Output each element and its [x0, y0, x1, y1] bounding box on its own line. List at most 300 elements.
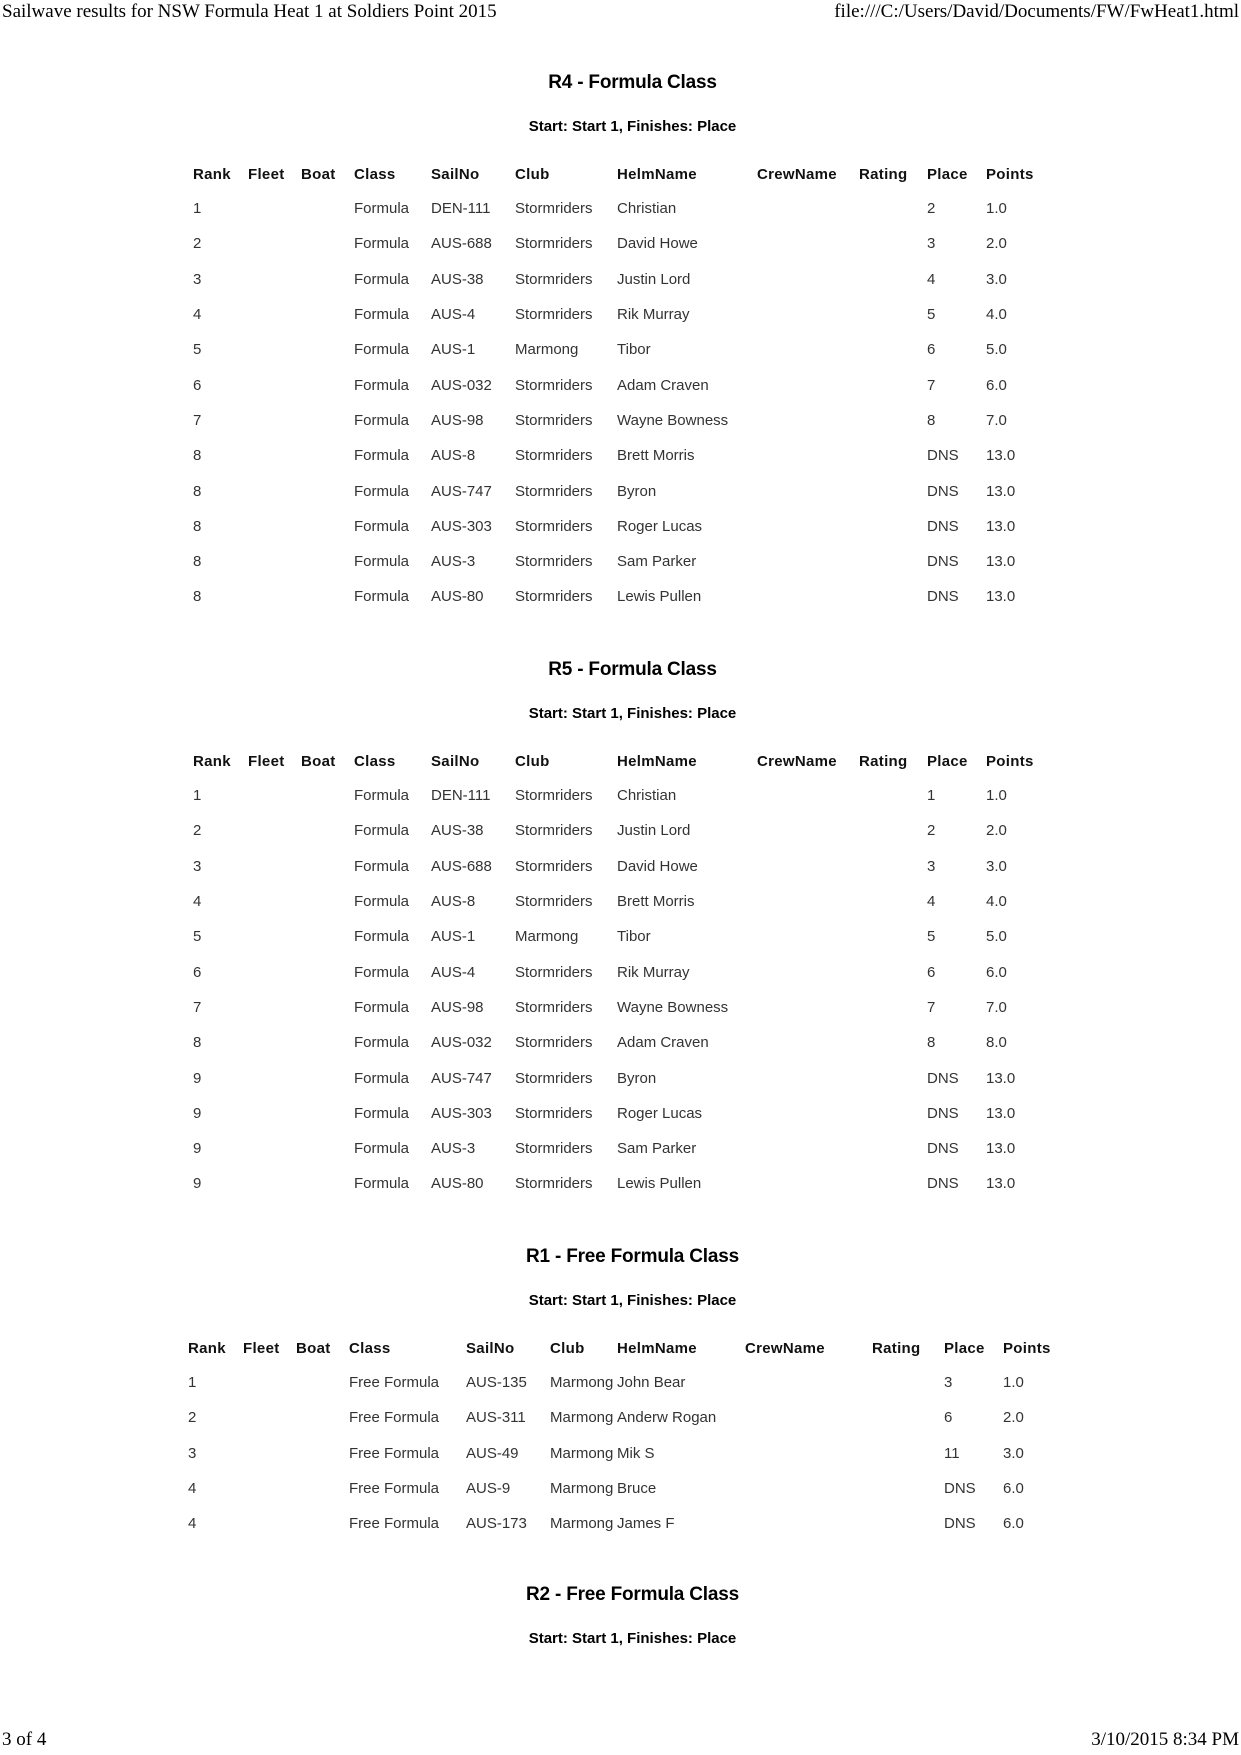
cell-sail-no: AUS-1: [431, 928, 476, 946]
cell-rating: [859, 226, 927, 261]
cell-boat: [301, 579, 354, 614]
table-row: [193, 1060, 1046, 1095]
cell-sail-no: AUS-173: [466, 1515, 527, 1533]
cell-helm-name: Byron: [617, 1069, 657, 1087]
cell-fleet: [243, 1400, 296, 1435]
cell-fleet: [248, 1166, 301, 1201]
cell-rank: 9: [193, 1140, 202, 1158]
cell-place: 4: [927, 893, 936, 911]
cell-crew-name: [757, 954, 859, 989]
cell-boat: [301, 990, 354, 1025]
cell-class: Formula: [354, 928, 410, 946]
cell-club: Stormriders: [515, 270, 593, 288]
cell-rating: [859, 473, 927, 508]
cell-rank: 6: [193, 963, 202, 981]
cell-place: DNS: [927, 482, 959, 500]
cell-class: Free Formula: [349, 1374, 440, 1392]
cell-rank: 2: [193, 822, 202, 840]
section-title: R4 - Formula Class: [548, 72, 717, 93]
cell-boat: [301, 544, 354, 579]
cell-helm-name: Byron: [617, 482, 657, 500]
cell-points: 13.0: [986, 1104, 1016, 1122]
cell-class: Formula: [354, 787, 410, 805]
cell-sail-no: AUS-032: [431, 376, 492, 394]
cell-points: 1.0: [986, 787, 1007, 805]
column-header-rating: Rating: [859, 166, 908, 183]
cell-rank: 9: [193, 1104, 202, 1122]
column-header-rating: Rating: [872, 1340, 921, 1357]
cell-class: Formula: [354, 341, 410, 359]
cell-crew-name: [757, 262, 859, 297]
cell-place: 8: [927, 411, 936, 429]
cell-fleet: [248, 509, 301, 544]
cell-club: Stormriders: [515, 447, 593, 465]
column-header-helm-name: HelmName: [617, 1340, 697, 1357]
cell-fleet: [243, 1471, 296, 1506]
cell-rating: [859, 990, 927, 1025]
cell-boat: [301, 226, 354, 261]
cell-helm-name: David Howe: [617, 235, 698, 253]
column-header-club: Club: [515, 753, 550, 770]
table-row: [193, 884, 1046, 919]
cell-club: Stormriders: [515, 306, 593, 324]
cell-helm-name: Adam Craven: [617, 1034, 709, 1052]
cell-rank: 6: [193, 376, 202, 394]
cell-class: Formula: [354, 1034, 410, 1052]
cell-class: Formula: [354, 1069, 410, 1087]
cell-helm-name: Roger Lucas: [617, 517, 703, 535]
section-subtitle: Start: Start 1, Finishes: Place: [528, 1630, 737, 1647]
cell-points: 5.0: [986, 928, 1007, 946]
cell-fleet: [248, 1131, 301, 1166]
cell-fleet: [248, 544, 301, 579]
cell-helm-name: Christian: [617, 787, 677, 805]
cell-club: Marmong: [550, 1409, 614, 1427]
cell-points: 8.0: [986, 1034, 1007, 1052]
cell-club: Stormriders: [515, 1104, 593, 1122]
cell-boat: [301, 849, 354, 884]
cell-helm-name: Brett Morris: [617, 893, 695, 911]
column-header-class: Class: [349, 1340, 391, 1357]
cell-rating: [859, 438, 927, 473]
cell-sail-no: AUS-98: [431, 998, 484, 1016]
cell-place: 11: [944, 1444, 960, 1462]
cell-boat: [296, 1506, 349, 1541]
cell-place: 5: [927, 306, 936, 324]
cell-rating: [859, 1025, 927, 1060]
cell-sail-no: AUS-1: [431, 341, 476, 359]
cell-fleet: [243, 1365, 296, 1400]
column-header-rank: Rank: [193, 753, 231, 770]
cell-crew-name: [745, 1400, 872, 1435]
cell-club: Stormriders: [515, 1140, 593, 1158]
cell-crew-name: [757, 919, 859, 954]
cell-club: Stormriders: [515, 411, 593, 429]
cell-rating: [859, 813, 927, 848]
cell-helm-name: Tibor: [617, 341, 651, 359]
cell-class: Formula: [354, 270, 410, 288]
cell-sail-no: AUS-98: [431, 411, 484, 429]
cell-place: 8: [927, 1034, 936, 1052]
cell-place: 3: [927, 857, 936, 875]
cell-boat: [301, 778, 354, 813]
cell-points: 13.0: [986, 1140, 1016, 1158]
column-header-crew-name: CrewName: [757, 753, 837, 770]
table-row: [193, 919, 1046, 954]
cell-place: 2: [927, 822, 936, 840]
document-url[interactable]: file:///C:/Users/David/Documents/FW/FwHeat1.html: [834, 1, 1239, 22]
cell-boat: [296, 1471, 349, 1506]
cell-crew-name: [757, 1096, 859, 1131]
cell-sail-no: AUS-3: [431, 553, 476, 571]
cell-club: Stormriders: [515, 482, 593, 500]
column-header-place: Place: [927, 166, 968, 183]
column-header-points: Points: [986, 753, 1034, 770]
cell-helm-name: Wayne Bowness: [617, 998, 729, 1016]
cell-points: 3.0: [986, 270, 1007, 288]
cell-rating: [859, 579, 927, 614]
cell-club: Stormriders: [515, 553, 593, 571]
cell-points: 13.0: [986, 447, 1016, 465]
cell-fleet: [248, 849, 301, 884]
cell-rank: 9: [193, 1175, 202, 1193]
table-row: [193, 1131, 1046, 1166]
cell-place: DNS: [927, 1104, 959, 1122]
cell-fleet: [248, 403, 301, 438]
cell-crew-name: [757, 367, 859, 402]
table-row: [193, 473, 1046, 508]
column-header-sail-no: SailNo: [431, 166, 480, 183]
cell-crew-name: [757, 884, 859, 919]
table-header-row: [193, 745, 1046, 778]
column-header-fleet: Fleet: [248, 753, 285, 770]
cell-boat: [301, 191, 354, 226]
cell-points: 5.0: [986, 341, 1007, 359]
cell-sail-no: AUS-80: [431, 588, 484, 606]
column-header-helm-name: HelmName: [617, 753, 697, 770]
cell-crew-name: [757, 191, 859, 226]
cell-boat: [301, 1025, 354, 1060]
cell-sail-no: AUS-80: [431, 1175, 484, 1193]
cell-points: 4.0: [986, 893, 1007, 911]
cell-points: 2.0: [986, 822, 1007, 840]
table-row: [193, 332, 1046, 367]
cell-sail-no: AUS-9: [466, 1480, 511, 1498]
cell-fleet: [248, 367, 301, 402]
race-section-r5: [0, 659, 1241, 722]
cell-club: Stormriders: [515, 787, 593, 805]
table-row: [188, 1436, 1063, 1471]
cell-rating: [859, 1131, 927, 1166]
cell-points: 13.0: [986, 482, 1016, 500]
cell-fleet: [248, 473, 301, 508]
section-subtitle: Start: Start 1, Finishes: Place: [528, 118, 737, 135]
document-title: Sailwave results for NSW Formula Heat 1 at Soldiers Point 2015: [2, 1, 497, 22]
cell-boat: [301, 403, 354, 438]
cell-class: Formula: [354, 376, 410, 394]
column-header-rank: Rank: [193, 166, 231, 183]
cell-helm-name: James F: [617, 1515, 675, 1533]
cell-boat: [301, 1131, 354, 1166]
cell-class: Free Formula: [349, 1480, 440, 1498]
cell-rating: [859, 1166, 927, 1201]
section-subtitle: Start: Start 1, Finishes: Place: [528, 1292, 737, 1309]
cell-club: Marmong: [515, 928, 579, 946]
cell-place: DNS: [944, 1480, 976, 1498]
cell-club: Stormriders: [515, 588, 593, 606]
table-row: [193, 367, 1046, 402]
cell-club: Stormriders: [515, 1175, 593, 1193]
cell-points: 7.0: [986, 998, 1007, 1016]
cell-class: Formula: [354, 517, 410, 535]
cell-helm-name: Sam Parker: [617, 1140, 697, 1158]
cell-class: Formula: [354, 857, 410, 875]
cell-sail-no: DEN-111: [431, 787, 491, 805]
cell-points: 13.0: [986, 517, 1016, 535]
cell-rank: 8: [193, 553, 202, 571]
cell-fleet: [248, 1025, 301, 1060]
cell-class: Free Formula: [349, 1409, 440, 1427]
cell-helm-name: Justin Lord: [617, 270, 691, 288]
cell-crew-name: [757, 1060, 859, 1095]
cell-place: 7: [927, 998, 936, 1016]
cell-boat: [301, 509, 354, 544]
cell-helm-name: Christian: [617, 200, 677, 218]
column-header-boat: Boat: [301, 166, 336, 183]
cell-points: 3.0: [1003, 1444, 1024, 1462]
cell-crew-name: [745, 1471, 872, 1506]
cell-helm-name: Rik Murray: [617, 306, 690, 324]
column-header-helm-name: HelmName: [617, 166, 697, 183]
cell-class: Formula: [354, 963, 410, 981]
print-datetime: 3/10/2015 8:34 PM: [1091, 1729, 1239, 1750]
cell-boat: [296, 1400, 349, 1435]
cell-boat: [301, 919, 354, 954]
cell-crew-name: [757, 778, 859, 813]
cell-place: 7: [927, 376, 936, 394]
cell-class: Formula: [354, 998, 410, 1016]
cell-place: DNS: [927, 517, 959, 535]
cell-club: Marmong: [550, 1515, 614, 1533]
cell-crew-name: [757, 297, 859, 332]
cell-boat: [301, 297, 354, 332]
cell-points: 1.0: [986, 200, 1007, 218]
cell-helm-name: Roger Lucas: [617, 1104, 703, 1122]
cell-sail-no: AUS-747: [431, 1069, 492, 1087]
section-title: R5 - Formula Class: [548, 659, 717, 680]
column-header-fleet: Fleet: [243, 1340, 280, 1357]
cell-points: 2.0: [986, 235, 1007, 253]
cell-rank: 8: [193, 482, 202, 500]
cell-crew-name: [757, 544, 859, 579]
cell-rating: [859, 1096, 927, 1131]
cell-fleet: [248, 226, 301, 261]
cell-points: 6.0: [986, 963, 1007, 981]
cell-club: Stormriders: [515, 998, 593, 1016]
cell-place: DNS: [927, 588, 959, 606]
cell-points: 2.0: [1003, 1409, 1024, 1427]
cell-fleet: [248, 332, 301, 367]
cell-club: Stormriders: [515, 857, 593, 875]
cell-rank: 8: [193, 447, 202, 465]
page-number: 3 of 4: [2, 1729, 47, 1750]
cell-rank: 3: [193, 857, 202, 875]
cell-place: 3: [944, 1374, 953, 1392]
cell-rank: 4: [188, 1480, 197, 1498]
cell-rating: [872, 1506, 944, 1541]
cell-class: Formula: [354, 1175, 410, 1193]
cell-rank: 9: [193, 1069, 202, 1087]
cell-helm-name: Brett Morris: [617, 447, 695, 465]
cell-points: 6.0: [1003, 1515, 1024, 1533]
table-row: [193, 1025, 1046, 1060]
cell-points: 1.0: [1003, 1374, 1024, 1392]
cell-sail-no: DEN-111: [431, 200, 491, 218]
cell-rank: 3: [193, 270, 202, 288]
cell-rank: 3: [188, 1444, 197, 1462]
cell-rating: [859, 367, 927, 402]
column-header-rating: Rating: [859, 753, 908, 770]
table-header-row: [188, 1332, 1063, 1365]
cell-points: 7.0: [986, 411, 1007, 429]
cell-club: Marmong: [550, 1480, 614, 1498]
cell-rank: 4: [193, 893, 202, 911]
cell-fleet: [248, 297, 301, 332]
cell-club: Stormriders: [515, 235, 593, 253]
cell-rating: [859, 544, 927, 579]
cell-place: DNS: [944, 1515, 976, 1533]
cell-sail-no: AUS-311: [466, 1409, 526, 1427]
section-subtitle: Start: Start 1, Finishes: Place: [528, 705, 737, 722]
cell-fleet: [248, 778, 301, 813]
cell-club: Stormriders: [515, 1034, 593, 1052]
column-header-sail-no: SailNo: [466, 1340, 515, 1357]
column-header-place: Place: [944, 1340, 985, 1357]
cell-club: Stormriders: [515, 376, 593, 394]
cell-sail-no: AUS-032: [431, 1034, 492, 1052]
table-row: [193, 191, 1046, 226]
cell-class: Formula: [354, 235, 410, 253]
cell-class: Formula: [354, 822, 410, 840]
cell-place: 4: [927, 270, 936, 288]
cell-rank: 4: [193, 306, 202, 324]
table-row: [188, 1471, 1063, 1506]
cell-sail-no: AUS-38: [431, 822, 484, 840]
print-header: [0, 0, 1241, 30]
cell-boat: [301, 473, 354, 508]
cell-points: 13.0: [986, 588, 1016, 606]
column-header-club: Club: [515, 166, 550, 183]
cell-sail-no: AUS-3: [431, 1140, 476, 1158]
table-header-row: [193, 158, 1046, 191]
cell-points: 6.0: [986, 376, 1007, 394]
cell-helm-name: Justin Lord: [617, 822, 691, 840]
cell-class: Formula: [354, 1140, 410, 1158]
column-header-boat: Boat: [301, 753, 336, 770]
cell-rating: [859, 849, 927, 884]
table-row: [193, 262, 1046, 297]
cell-class: Formula: [354, 1104, 410, 1122]
cell-boat: [296, 1365, 349, 1400]
cell-rank: 8: [193, 588, 202, 606]
cell-place: DNS: [927, 447, 959, 465]
cell-crew-name: [757, 473, 859, 508]
cell-points: 3.0: [986, 857, 1007, 875]
table-row: [193, 1166, 1046, 1201]
column-header-rank: Rank: [188, 1340, 226, 1357]
cell-crew-name: [757, 813, 859, 848]
cell-fleet: [248, 1060, 301, 1095]
cell-club: Stormriders: [515, 893, 593, 911]
table-row: [188, 1400, 1063, 1435]
cell-sail-no: AUS-8: [431, 893, 476, 911]
cell-fleet: [248, 438, 301, 473]
cell-points: 6.0: [1003, 1480, 1024, 1498]
cell-rating: [859, 778, 927, 813]
cell-helm-name: Tibor: [617, 928, 651, 946]
cell-club: Stormriders: [515, 963, 593, 981]
cell-crew-name: [757, 438, 859, 473]
cell-sail-no: AUS-303: [431, 517, 492, 535]
cell-crew-name: [745, 1436, 872, 1471]
cell-sail-no: AUS-303: [431, 1104, 492, 1122]
cell-class: Formula: [354, 893, 410, 911]
cell-rank: 4: [188, 1515, 197, 1533]
cell-class: Formula: [354, 200, 410, 218]
table-row: [193, 297, 1046, 332]
cell-place: 5: [927, 928, 936, 946]
cell-rank: 5: [193, 928, 202, 946]
cell-class: Formula: [354, 306, 410, 324]
cell-boat: [301, 1060, 354, 1095]
cell-rating: [859, 191, 927, 226]
cell-rank: 1: [193, 787, 202, 805]
cell-crew-name: [757, 332, 859, 367]
cell-crew-name: [745, 1506, 872, 1541]
cell-class: Formula: [354, 411, 410, 429]
table-row: [193, 990, 1046, 1025]
cell-place: DNS: [927, 1175, 959, 1193]
cell-rating: [872, 1436, 944, 1471]
column-header-boat: Boat: [296, 1340, 331, 1357]
cell-crew-name: [757, 509, 859, 544]
cell-rating: [872, 1471, 944, 1506]
cell-fleet: [248, 813, 301, 848]
cell-place: 6: [927, 341, 936, 359]
cell-fleet: [248, 884, 301, 919]
cell-helm-name: Anderw Rogan: [617, 1409, 717, 1427]
cell-club: Stormriders: [515, 822, 593, 840]
cell-boat: [301, 262, 354, 297]
cell-rating: [859, 919, 927, 954]
cell-place: 6: [944, 1409, 953, 1427]
cell-rating: [859, 403, 927, 438]
table-row: [193, 509, 1046, 544]
cell-rank: 7: [193, 411, 202, 429]
cell-fleet: [248, 579, 301, 614]
table-row: [193, 438, 1046, 473]
cell-place: 3: [927, 235, 936, 253]
cell-crew-name: [757, 849, 859, 884]
results-table-r5: [193, 745, 1046, 1202]
cell-sail-no: AUS-38: [431, 270, 484, 288]
cell-rating: [859, 954, 927, 989]
cell-rank: 7: [193, 998, 202, 1016]
cell-class: Formula: [354, 482, 410, 500]
cell-helm-name: Lewis Pullen: [617, 1175, 702, 1193]
cell-class: Formula: [354, 588, 410, 606]
table-row: [193, 579, 1046, 614]
